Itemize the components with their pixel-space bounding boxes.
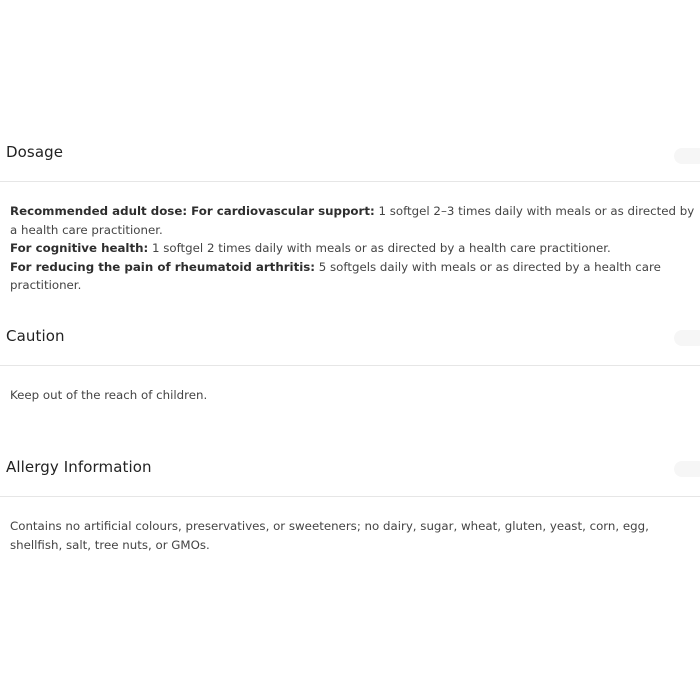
dosage-line-cardiovascular <box>10 202 700 239</box>
dosage-text-cardiovascular: 1 softgel 2–3 times daily with meals or as directed by a health care practitioner. <box>10 204 695 237</box>
dosage-expand-toggle[interactable] <box>674 148 700 164</box>
caution-section-header[interactable] <box>0 325 700 366</box>
allergy-expand-toggle[interactable] <box>674 461 700 477</box>
dosage-label-arthritis: For reducing the pain of rheumatoid arthritis: <box>10 259 316 274</box>
dosage-section-header[interactable] <box>0 141 700 182</box>
dosage-content <box>10 202 700 295</box>
allergy-section-header[interactable] <box>0 456 700 497</box>
allergy-content <box>10 517 700 554</box>
dosage-line-cognitive <box>10 239 700 258</box>
dosage-text-arthritis: 5 softgels daily with meals or as directed by a health care practitioner. <box>10 259 661 292</box>
dosage-label-cardiovascular: Recommended adult dose: For cardiovascular support: <box>10 204 375 218</box>
caution-content <box>10 386 700 405</box>
allergy-title: Allergy Information <box>6 458 152 476</box>
allergy-text: Contains no artificial colours, preservatives, or sweeteners; no dairy, sugar, wheat, gluten, yeast, corn, egg, shellfish, salt, tree nuts, or GMOs. <box>10 519 649 552</box>
dosage-label-cognitive: For cognitive health: <box>10 241 149 255</box>
dosage-title: Dosage <box>6 143 64 161</box>
dosage-text-cognitive: 1 softgel 2 times daily with meals or as directed by a health care practitioner. <box>148 241 611 255</box>
dosage-line-arthritis <box>10 258 700 295</box>
caution-expand-toggle[interactable] <box>674 330 700 346</box>
caution-text: Keep out of the reach of children. <box>10 388 208 402</box>
caution-title: Caution <box>6 327 65 345</box>
